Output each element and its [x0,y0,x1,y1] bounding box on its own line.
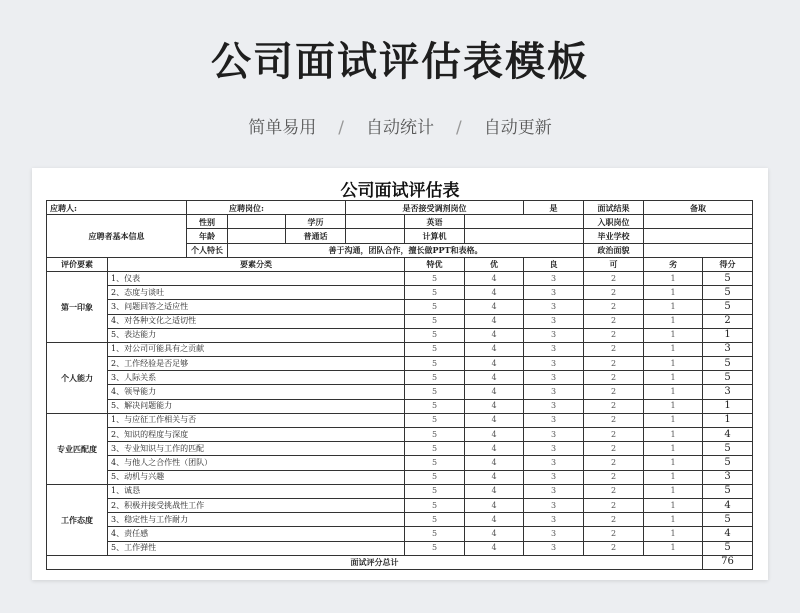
english-value[interactable] [465,215,584,229]
scale-value: 2 [584,541,644,555]
scale-value: 4 [465,328,524,342]
scale-value: 2 [584,314,644,328]
scale-value: 1 [644,498,703,512]
criteria-label: 2、知识的程度与深度 [108,428,405,442]
scale-value: 1 [644,413,703,427]
scale-value: 5 [405,399,465,413]
scale-value: 3 [524,541,584,555]
score-value[interactable]: 5 [703,357,753,371]
criteria-label: 3、稳定性与工作耐力 [108,513,405,527]
school-label: 毕业学校 [584,229,644,243]
scale-value: 1 [644,399,703,413]
scale-value: 4 [465,342,524,356]
total-row [47,555,753,569]
criteria-label: 5、解决问题能力 [108,399,405,413]
scale-value: 3 [524,300,584,314]
gender-label: 性别 [187,215,228,229]
criteria-row [47,513,753,527]
basic-info-label: 应聘者基本信息 [47,215,187,258]
criteria-row [47,314,753,328]
score-header-row [47,257,753,271]
criteria-label: 1、仪表 [108,271,405,285]
criteria-label: 2、工作经验是否足够 [108,357,405,371]
scale-value: 2 [584,342,644,356]
scale-value: 2 [584,413,644,427]
score-value[interactable]: 5 [703,300,753,314]
tag-auto-update: 自动更新 [483,118,552,138]
entry-position-value[interactable] [644,215,753,229]
scale-value: 3 [524,498,584,512]
scale-value: 1 [644,513,703,527]
scale-value: 4 [465,513,524,527]
criteria-row [47,527,753,541]
score-value[interactable]: 3 [703,385,753,399]
scale-value: 1 [644,271,703,285]
scale-value: 3 [524,371,584,385]
scale-value: 5 [405,357,465,371]
criteria-row [47,399,753,413]
score-value[interactable]: 4 [703,527,753,541]
total-value: 76 [703,555,753,569]
scale-value: 2 [584,442,644,456]
criteria-label: 3、专业知识与工作的匹配 [108,442,405,456]
criteria-label: 5、工作弹性 [108,541,405,555]
criteria-label: 5、动机与兴趣 [108,470,405,484]
header-score: 得分 [703,257,753,271]
scale-value: 5 [405,456,465,470]
gender-value[interactable] [228,215,286,229]
scale-value: 5 [405,470,465,484]
scale-value: 3 [524,328,584,342]
scale-value: 2 [584,300,644,314]
education-value[interactable] [346,215,405,229]
scale-value: 1 [644,442,703,456]
accept-transfer-label: 是否接受调剂岗位 [346,201,524,215]
scale-value: 3 [524,470,584,484]
scale-value: 2 [584,513,644,527]
score-value[interactable]: 5 [703,271,753,285]
scale-value: 4 [465,357,524,371]
political-value[interactable] [644,243,753,257]
criteria-label: 4、与他人之合作性（团队） [108,456,405,470]
criteria-label: 2、积极并接受挑战性工作 [108,498,405,512]
scale-value: 4 [465,484,524,498]
category-name: 第一印象 [47,271,108,342]
applicant-label[interactable]: 应聘人: [47,201,187,215]
scale-value: 3 [524,484,584,498]
tag-separator: / [456,118,462,138]
scale-value: 3 [524,527,584,541]
score-value[interactable]: 5 [703,442,753,456]
scale-value: 5 [405,442,465,456]
scale-value: 5 [405,271,465,285]
scale-value: 2 [584,498,644,512]
score-value[interactable]: 1 [703,413,753,427]
criteria-label: 1、对公司可能具有之贡献 [108,342,405,356]
tagline [0,113,800,138]
criteria-label: 4、对各种文化之适切性 [108,314,405,328]
scale-value: 2 [584,484,644,498]
scale-value: 2 [584,428,644,442]
tag-separator: / [338,118,344,138]
score-value[interactable]: 1 [703,328,753,342]
category-name: 工作态度 [47,484,108,555]
criteria-row [47,470,753,484]
scale-value: 5 [405,342,465,356]
scale-value: 1 [644,314,703,328]
score-value[interactable]: 4 [703,428,753,442]
criteria-label: 1、与应征工作相关与否 [108,413,405,427]
scale-value: 3 [524,385,584,399]
criteria-row [47,413,753,427]
scale-value: 3 [524,442,584,456]
criteria-label: 3、人际关系 [108,371,405,385]
political-label: 政治面貌 [584,243,644,257]
scale-value: 5 [405,413,465,427]
scale-value: 3 [524,286,584,300]
tag-auto-stat: 自动统计 [366,118,434,138]
scale-value: 3 [524,399,584,413]
header-excellent-plus: 特优 [405,257,465,271]
scale-value: 5 [405,286,465,300]
scale-value: 4 [465,413,524,427]
scale-value: 5 [405,428,465,442]
scale-value: 1 [644,470,703,484]
evaluation-sheet [32,168,768,580]
evaluation-table [46,200,753,570]
specialty-label: 个人特长 [187,243,228,257]
result-value[interactable]: 备取 [644,201,753,215]
scale-value: 4 [465,314,524,328]
category-name: 专业匹配度 [47,413,108,484]
header-excellent: 优 [465,257,524,271]
scale-value: 3 [524,428,584,442]
score-value[interactable]: 3 [703,470,753,484]
scale-value: 4 [465,371,524,385]
scale-value: 1 [644,484,703,498]
scale-value: 4 [465,456,524,470]
scale-value: 3 [524,513,584,527]
scale-value: 5 [405,314,465,328]
score-value[interactable]: 5 [703,456,753,470]
scale-value: 1 [644,385,703,399]
criteria-label: 3、问题回答之适应性 [108,300,405,314]
scale-value: 4 [465,527,524,541]
header-category: 评价要素 [47,257,108,271]
scale-value: 3 [524,314,584,328]
criteria-label: 1、诚恳 [108,484,405,498]
criteria-row [47,357,753,371]
scale-value: 2 [584,357,644,371]
scale-value: 3 [524,413,584,427]
tag-easy: 简单易用 [248,118,317,138]
scale-value: 2 [584,286,644,300]
scale-value: 5 [405,513,465,527]
scale-value: 2 [584,371,644,385]
specialty-value[interactable]: 善于沟通，团队合作，擅长做PPT和表格。 [228,243,584,257]
scale-value: 4 [465,541,524,555]
score-value[interactable]: 5 [703,371,753,385]
header-fair: 可 [584,257,644,271]
scale-value: 4 [465,399,524,413]
scale-value: 4 [465,428,524,442]
header-good: 良 [524,257,584,271]
criteria-row [47,442,753,456]
criteria-row [47,428,753,442]
scale-value: 1 [644,456,703,470]
criteria-row [47,271,753,285]
criteria-row [47,456,753,470]
score-value[interactable]: 1 [703,399,753,413]
criteria-row [47,385,753,399]
applicant-row [47,201,753,215]
scale-value: 2 [584,470,644,484]
english-label: 英语 [405,215,465,229]
scale-value: 1 [644,342,703,356]
scale-value: 1 [644,428,703,442]
score-value[interactable]: 5 [703,286,753,300]
scale-value: 3 [524,357,584,371]
header-poor: 劣 [644,257,703,271]
scale-value: 2 [584,328,644,342]
banner-title: 公司面试评估表模板 [211,39,589,85]
mandarin-label: 普通话 [286,229,346,243]
age-label: 年龄 [187,229,228,243]
scale-value: 4 [465,442,524,456]
mandarin-value[interactable] [346,229,405,243]
criteria-row [47,484,753,498]
education-label: 学历 [286,215,346,229]
criteria-row [47,498,753,512]
scale-value: 5 [405,541,465,555]
criteria-row [47,371,753,385]
category-name: 个人能力 [47,342,108,413]
scale-value: 5 [405,498,465,512]
scale-value: 5 [405,385,465,399]
scale-value: 2 [584,385,644,399]
scale-value: 4 [465,271,524,285]
score-value[interactable]: 3 [703,342,753,356]
scale-value: 3 [524,342,584,356]
scale-value: 5 [405,484,465,498]
basic-info-row-1 [47,215,753,229]
scale-value: 4 [465,498,524,512]
result-label: 面试结果 [584,201,644,215]
total-label: 面试评分总计 [47,555,703,569]
criteria-label: 5、表达能力 [108,328,405,342]
scale-value: 2 [584,456,644,470]
score-value[interactable]: 5 [703,513,753,527]
score-value[interactable]: 5 [703,541,753,555]
scale-value: 5 [405,527,465,541]
age-value[interactable] [228,229,286,243]
scale-value: 1 [644,541,703,555]
scale-value: 1 [644,328,703,342]
scale-value: 2 [584,271,644,285]
scale-value: 1 [644,357,703,371]
computer-label: 计算机 [405,229,465,243]
scale-value: 4 [465,300,524,314]
computer-value[interactable] [465,229,584,243]
scale-value: 5 [405,371,465,385]
scale-value: 4 [465,385,524,399]
scale-value: 2 [584,399,644,413]
scale-value: 5 [405,300,465,314]
scale-value: 1 [644,300,703,314]
criteria-label: 2、态度与谈吐 [108,286,405,300]
score-value[interactable]: 4 [703,498,753,512]
entry-position-label: 入职岗位 [584,215,644,229]
criteria-row [47,342,753,356]
scale-value: 5 [405,328,465,342]
scale-value: 3 [524,456,584,470]
header-item: 要素分类 [108,257,405,271]
criteria-row [47,300,753,314]
scale-value: 4 [465,286,524,300]
scale-value: 4 [465,470,524,484]
scale-value: 1 [644,371,703,385]
scale-value: 2 [584,527,644,541]
scale-value: 1 [644,527,703,541]
criteria-row [47,328,753,342]
sheet-title: 公司面试评估表 [340,181,460,201]
score-value[interactable]: 2 [703,314,753,328]
criteria-row [47,286,753,300]
scale-value: 3 [524,271,584,285]
school-value[interactable] [644,229,753,243]
criteria-label: 4、领导能力 [108,385,405,399]
scale-value: 1 [644,286,703,300]
criteria-row [47,541,753,555]
accept-transfer-value[interactable]: 是 [524,201,584,215]
score-value[interactable]: 5 [703,484,753,498]
criteria-label: 4、责任感 [108,527,405,541]
position-label[interactable]: 应聘岗位: [187,201,346,215]
